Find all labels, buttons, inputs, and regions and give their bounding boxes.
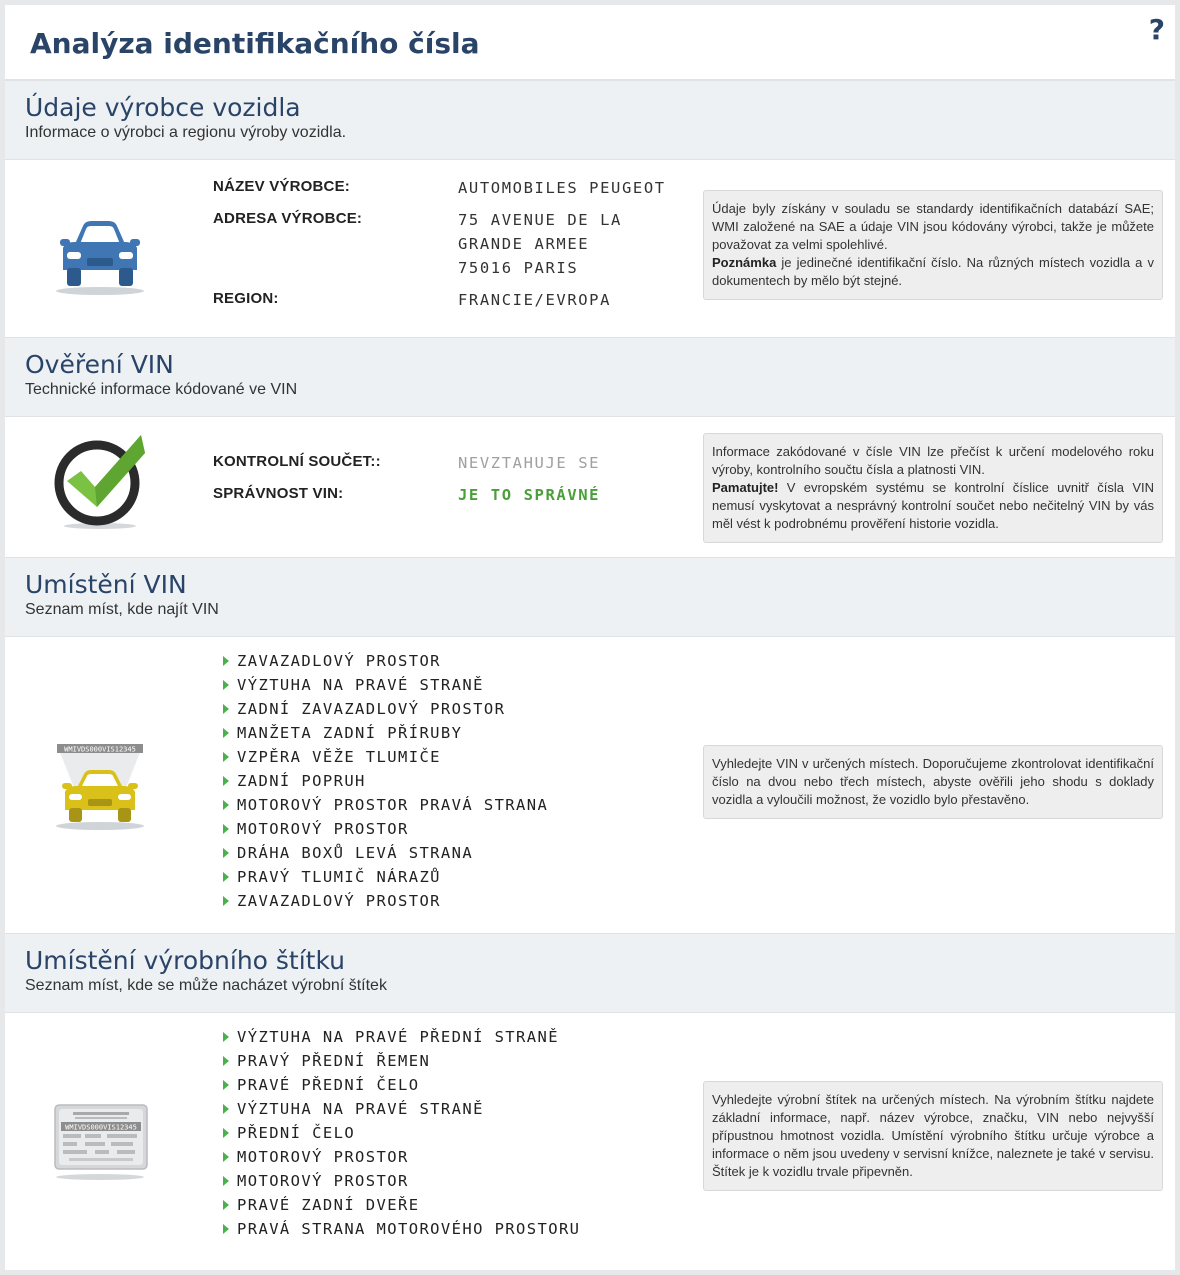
verification-note-text2: V evropském systému se kontrolní číslice uvnitř čísla VIN nemusí vyskytovat a nesprávný kontrolní součet nebo nečitelný VIN by vás měl vést k podrobnému prověření historie vozidla. [712,480,1154,531]
arrow-right-icon [223,752,229,762]
vin-location-note-text: Vyhledejte VIN v určených místech. Doporučujeme zkontrolovat identifikační číslo na dvou nebo třech místech, abyste ověřili jeho shodu s doklady vozidla a vyloučili možnost, že vozidlo bylo přestavěno. [712,756,1154,807]
location-list-item [223,1121,580,1145]
validity-row [213,483,600,507]
manufacturer-section-body [5,160,1175,337]
arrow-right-icon [223,1080,229,1090]
location-list-item-label: VZPĚRA VĚŽE TLUMIČE [237,748,441,766]
verification-note-bold: Pamatujte! [712,480,779,495]
location-list-item-label: PRAVÉ ZADNÍ DVEŘE [237,1196,420,1214]
manufacturer-region-label: REGION: [213,290,279,307]
manufacturer-name-value: AUTOMOBILES PEUGEOT [458,179,666,197]
verification-section-subtitle: Technické informace kódované ve VIN [25,381,298,398]
arrow-right-icon [223,1224,229,1234]
arrow-right-icon [223,1056,229,1066]
location-list-item-label: DRÁHA BOXŮ LEVÁ STRANA [237,844,474,862]
validity-label: SPRÁVNOST VIN: [213,485,344,502]
plate-location-note-text: Vyhledejte výrobní štítek na určených místech. Na výrobním štítku najdete základní informace, např. název výrobce, značku, VIN nebo nejvyšší přípustnou hmotnost vozidla. Umístění výrobního štítku určuje výrobce a informace o něm jsou uvedeny v servisní knížce, naleznete je také v servisu. Štítek je k vozidlu trvale připevněn. [712,1092,1154,1179]
verification-note-text: Informace zakódované v čísle VIN lze přečíst k určení modelového roku výroby, kontrolního součtu čísla a platnosti VIN. [712,444,1154,477]
arrow-right-icon [223,1128,229,1138]
arrow-right-icon [223,656,229,666]
vin-location-section-title: Umístění VIN [25,570,187,599]
checksum-label: KONTROLNÍ SOUČET:: [213,453,381,470]
verification-note [703,433,1163,543]
location-list-item [223,1097,580,1121]
page-title: Analýza identifikačního čísla [30,27,480,60]
location-list-item-label: MANŽETA ZADNÍ PŘÍRUBY [237,724,463,742]
vin-location-note [703,745,1163,819]
manufacturer-details [213,176,666,312]
validity-value: JE TO SPRÁVNÉ [458,486,601,504]
location-list-item-label: PRAVÝ PŘEDNÍ ŘEMEN [237,1052,431,1070]
verification-section-body [5,417,1175,557]
manufacturer-region-value: FRANCIE/EVROPA [458,291,612,309]
car-vin-scan-icon [45,742,155,837]
plate-location-note [703,1081,1163,1191]
checksum-row [213,451,600,475]
arrow-right-icon [223,824,229,834]
vin-location-section-body [5,637,1175,933]
location-list-item [223,673,548,697]
manufacturer-address-row [213,208,666,280]
car-icon [45,212,155,303]
location-list-item [223,1217,580,1241]
arrow-right-icon [223,1032,229,1042]
location-list-item-label: MOTOROVÝ PROSTOR [237,1148,409,1166]
vin-location-section-subtitle: Seznam míst, kde najít VIN [25,601,219,618]
location-list-item-label: PRAVÁ STRANA MOTOROVÉHO PROSTORU [237,1220,581,1238]
location-list-item-label: ZAVAZADLOVÝ PROSTOR [237,652,441,670]
arrow-right-icon [223,1152,229,1162]
manufacturer-plate-icon [45,1101,155,1186]
location-list-item [223,793,548,817]
verification-section-title: Ověření VIN [25,350,174,379]
page-header [5,5,1175,80]
help-icon[interactable]: ? [1148,13,1165,46]
checkmark-icon [45,431,155,536]
arrow-right-icon [223,776,229,786]
vin-location-section-header [5,557,1175,637]
location-list-item-label: VÝZTUHA NA PRAVÉ STRANĚ [237,676,484,694]
location-list-item [223,745,548,769]
location-list-item [223,1025,580,1049]
arrow-right-icon [223,1176,229,1186]
location-list-item [223,1073,580,1097]
location-list-item-label: PRAVÝ TLUMIČ NÁRAZŮ [237,868,441,886]
verification-details [213,451,600,507]
location-list-item-label: PŘEDNÍ ČELO [237,1124,356,1142]
location-list-item [223,649,548,673]
arrow-right-icon [223,848,229,858]
arrow-right-icon [223,704,229,714]
location-list-item [223,769,548,793]
location-list-item-label: MOTOROVÝ PROSTOR [237,1172,409,1190]
location-list-item-label: ZAVAZADLOVÝ PROSTOR [237,892,441,910]
arrow-right-icon [223,872,229,882]
manufacturer-name-label: NÁZEV VÝROBCE: [213,178,350,195]
location-list-item-label: ZADNÍ POPRUH [237,772,366,790]
location-list-item [223,1193,580,1217]
arrow-right-icon [223,896,229,906]
location-list-item [223,1145,580,1169]
checksum-value: NEVZTAHUJE SE [458,454,601,472]
location-list-item [223,817,548,841]
location-list-item [223,1049,580,1073]
vin-analysis-card [5,5,1175,1270]
manufacturer-section-title: Údaje výrobce vozidla [25,93,301,122]
plate-location-section-title: Umístění výrobního štítku [25,946,346,975]
manufacturer-note-text2: je jedinečné identifikační číslo. Na různých místech vozidla a v dokumentech by mělo být stejné. [712,255,1154,288]
manufacturer-address-value: 75 AVENUE DE LA GRANDE ARMEE 75016 PARIS [458,211,622,277]
manufacturer-note-text: Údaje byly získány v souladu se standardy identifikačních databází SAE; WMI založené na SAE a údaje VIN jsou kódovány výrobci, takže je můžete považovat za velmi spolehlivé. [712,201,1154,252]
plate-location-section-body [5,1013,1175,1269]
manufacturer-note [703,190,1163,300]
plate-location-section-subtitle: Seznam míst, kde se může nacházet výrobní štítek [25,977,387,994]
plate-sample-text: WMIVDS000VIS12345 [65,1123,137,1132]
location-list-item-label: VÝZTUHA NA PRAVÉ PŘEDNÍ STRANĚ [237,1028,559,1046]
location-list-item [223,889,548,913]
location-list-item [223,697,548,721]
manufacturer-region-row [213,288,666,312]
arrow-right-icon [223,800,229,810]
manufacturer-section-subtitle: Informace o výrobci a regionu výroby vozidla. [25,124,347,141]
arrow-right-icon [223,1200,229,1210]
manufacturer-name-row [213,176,666,200]
location-list-item-label: MOTOROVÝ PROSTOR PRAVÁ STRANA [237,796,549,814]
location-list-item-label: ZADNÍ ZAVAZADLOVÝ PROSTOR [237,700,506,718]
manufacturer-note-bold: Poznámka [712,255,777,270]
location-list-item-label: PRAVÉ PŘEDNÍ ČELO [237,1076,420,1094]
location-list-item [223,721,548,745]
location-list-item-label: MOTOROVÝ PROSTOR [237,820,409,838]
vin-location-list [223,649,548,913]
plate-location-section-header [5,933,1175,1013]
vin-sample-text: WMIVDS000VIS12345 [64,745,136,754]
manufacturer-address-label: ADRESA VÝROBCE: [213,210,363,227]
verification-section-header [5,337,1175,417]
arrow-right-icon [223,1104,229,1114]
arrow-right-icon [223,728,229,738]
manufacturer-section-header [5,80,1175,160]
plate-location-list [223,1025,580,1241]
location-list-item [223,841,548,865]
location-list-item [223,1169,580,1193]
arrow-right-icon [223,680,229,690]
location-list-item [223,865,548,889]
location-list-item-label: VÝZTUHA NA PRAVÉ STRANĚ [237,1100,484,1118]
